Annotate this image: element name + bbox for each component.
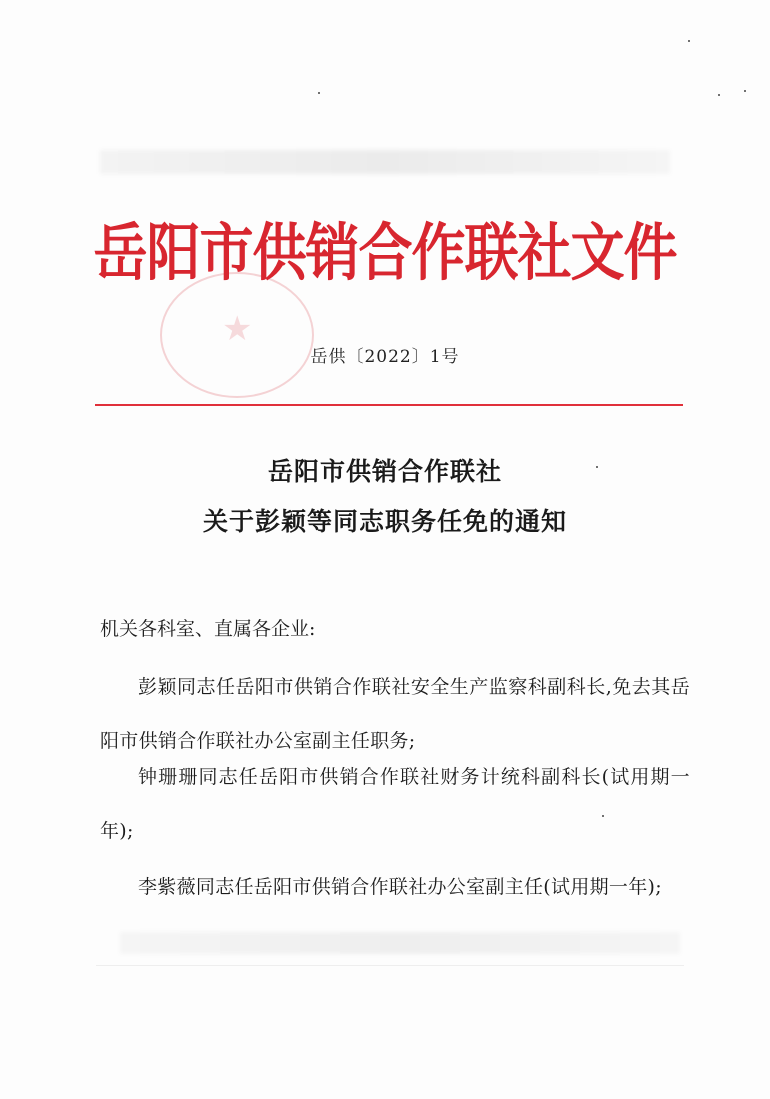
notice-title-line-2: 关于彭颖等同志职务任免的通知 [202,507,567,536]
body-paragraph: 李紫薇同志任岳阳市供销合作联社办公室副主任(试用期一年); [138,876,662,898]
seal-star-icon: ★ [222,309,253,349]
salutation: 机关各科室、直属各企业: [100,618,316,640]
scan-speck [718,94,720,96]
notice-title-line-1: 岳阳市供销合作联社 [267,457,502,486]
body-paragraph: 钟珊珊同志任岳阳市供销合作联社财务计统科副科长(试用期一年); [100,766,690,842]
scan-speck [602,815,604,817]
scan-speck [318,92,320,94]
red-divider-rule [95,404,683,406]
bleed-through-rule [96,965,684,966]
scan-speck [744,90,746,92]
bleed-through-text [100,150,670,174]
bleed-through-text [120,932,680,954]
document-masthead: 岳阳市供销合作联社文件 [93,215,677,289]
scan-speck [596,466,598,468]
body-paragraph: 彭颖同志任岳阳市供销合作联社安全生产监察科副科长,免去其岳阳市供销合作联社办公室副主任职务; [100,676,690,752]
document-number: 岳供〔2022〕1号 [310,347,460,367]
scan-speck [688,40,690,42]
